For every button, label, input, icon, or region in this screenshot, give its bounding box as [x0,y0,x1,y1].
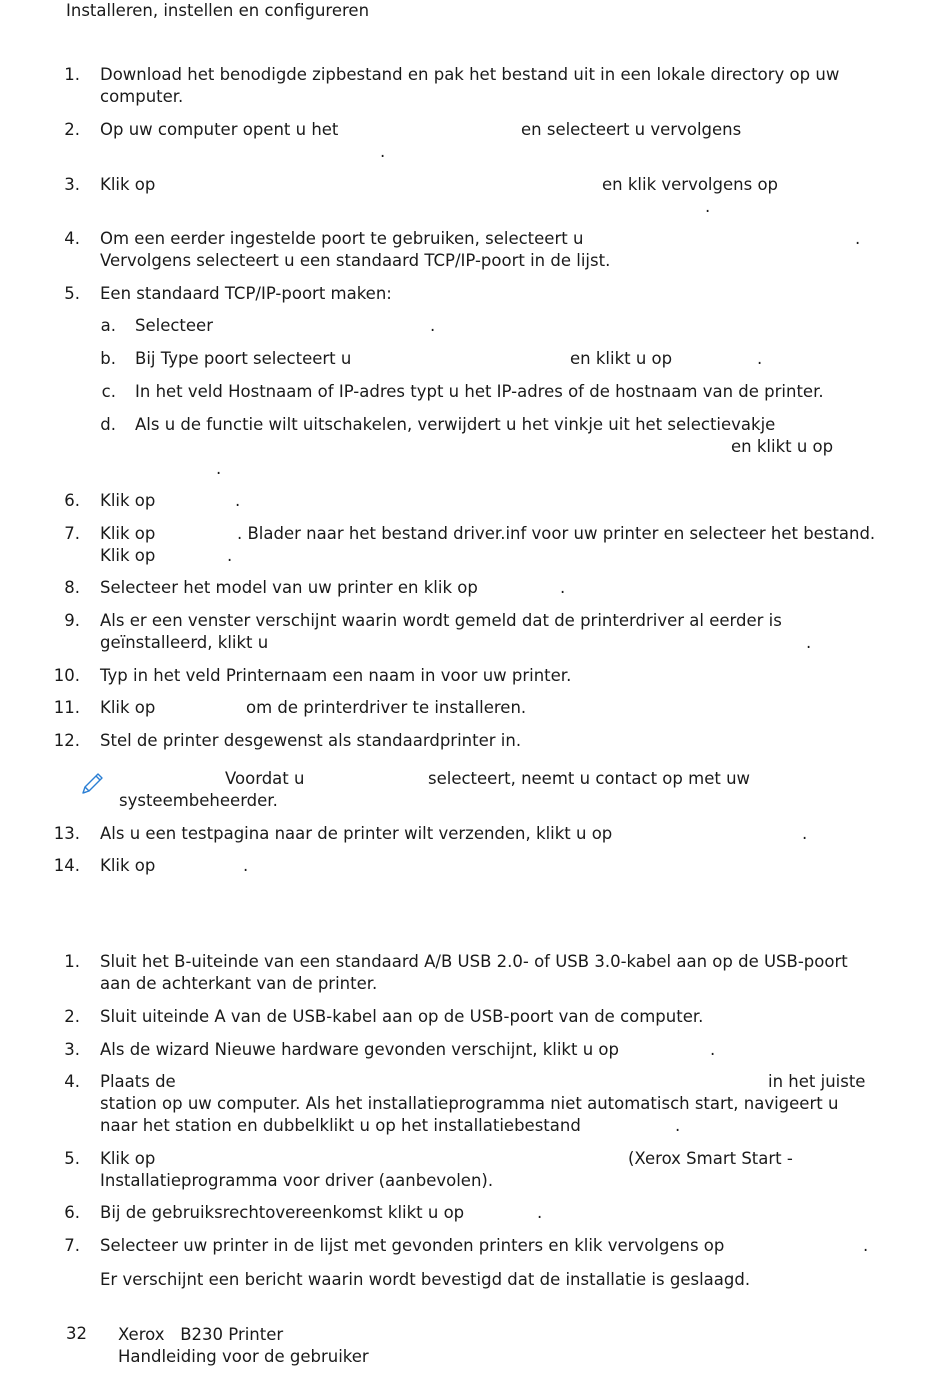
step-text: . [380,142,386,161]
step-number: 1. [64,952,80,971]
step-text: Selecteer het model van uw printer en klik op [100,578,478,597]
substep-text: . [430,316,436,335]
step-text: Klik op [100,546,156,565]
step-number: 4. [64,229,80,248]
step-text: en klik vervolgens op [602,175,779,194]
step-text: . [675,1116,681,1135]
step-number: 9. [64,611,80,630]
step-text: . [243,856,249,875]
step-number: 13. [53,824,80,843]
step-text: (Xerox Smart Start - [628,1149,793,1168]
step-text: Een standaard TCP/IP-poort maken: [100,284,392,303]
step-text: . [705,197,711,216]
step-text: Klik op [100,524,156,543]
step-text: Plaats de [100,1072,176,1091]
substep-text: en klikt u op [570,349,673,368]
step-text: Installatieprogramma voor driver (aanbevolen). [100,1171,494,1190]
step-text: Als u een testpagina naar de printer wilt verzenden, klikt u op [100,824,613,843]
step-text: Klik op [100,491,156,510]
page-number: 32 [66,1324,87,1343]
step-number: 8. [64,578,80,597]
step-text: Klik op [100,1149,156,1168]
step-text: Als de wizard Nieuwe hardware gevonden verschijnt, klikt u op [100,1040,619,1059]
step-number: 6. [64,491,80,510]
step-text: geïnstalleerd, klikt u [100,633,269,652]
substep-text: en klikt u op [731,437,834,456]
step-number: 2. [64,1007,80,1026]
step-text: Stel de printer desgewenst als standaardprinter in. [100,731,522,750]
step-text: station op uw computer. Als het installatieprogramma niet automatisch start, navigeert u [100,1094,839,1113]
step-text: . [710,1040,716,1059]
running-header: Installeren, instellen en configureren [66,1,370,20]
step-text: . [863,1236,869,1255]
step-number: 11. [53,698,80,717]
step-number: 1. [64,65,80,84]
result-text: Er verschijnt een bericht waarin wordt bevestigd dat de installatie is geslaagd. [100,1270,751,1289]
step-text: Selecteer uw printer in de lijst met gevonden printers en klik vervolgens op [100,1236,725,1255]
pencil-icon [78,770,106,798]
step-number: 4. [64,1072,80,1091]
footer-guide-title: Handleiding voor de gebruiker [118,1347,369,1366]
substep-text: Bij Type poort selecteert u [135,349,352,368]
substep-letter: c. [101,382,116,401]
step-number: 12. [53,731,80,750]
step-text: naar het station en dubbelklikt u op het installatiebestand [100,1116,581,1135]
step-number: 10. [53,666,80,685]
note-text: Voordat u [225,769,305,788]
step-text: . [806,633,812,652]
step-text: . [855,229,861,248]
step-text: Klik op [100,175,156,194]
step-number: 14. [53,856,80,875]
step-text: om de printerdriver te installeren. [246,698,527,717]
step-text: . [560,578,566,597]
step-text: Typ in het veld Printernaam een naam in voor uw printer. [100,666,572,685]
step-text: Sluit het B-uiteinde van een standaard A/B USB 2.0- of USB 3.0-kabel aan op de USB-poort [100,952,848,971]
step-text: Om een eerder ingestelde poort te gebruiken, selecteert u [100,229,584,248]
step-text: Klik op [100,698,156,717]
step-text: . [227,546,233,565]
step-text: Sluit uiteinde A van de USB-kabel aan op de USB-poort van de computer. [100,1007,704,1026]
step-text: in het juiste [768,1072,866,1091]
step-number: 7. [64,524,80,543]
substep-letter: b. [100,349,116,368]
step-text: Vervolgens selecteert u een standaard TCP/IP-poort in de lijst. [100,251,611,270]
substep-text: . [757,349,763,368]
step-text: Bij de gebruiksrechtovereenkomst klikt u op [100,1203,465,1222]
step-text: . Blader naar het bestand driver.inf voor uw printer en selecteer het bestand. [237,524,876,543]
step-number: 7. [64,1236,80,1255]
step-text: Klik op [100,856,156,875]
step-number: 6. [64,1203,80,1222]
footer-product: Xerox B230 Printer [118,1325,284,1344]
step-text: en selecteert u vervolgens [521,120,742,139]
step-text: . [235,491,241,510]
substep-letter: a. [100,316,116,335]
step-text: aan de achterkant van de printer. [100,974,378,993]
step-number: 3. [64,175,80,194]
step-text: Download het benodigde zipbestand en pak het bestand uit in een lokale directory op uw [100,65,840,84]
step-text: computer. [100,87,184,106]
note-text: systeembeheerder. [119,791,278,810]
step-text: Op uw computer opent u het [100,120,339,139]
substep-text: . [216,459,222,478]
substep-text: Als u de functie wilt uitschakelen, verwijdert u het vinkje uit het selectievakje [135,415,776,434]
substep-text: In het veld Hostnaam of IP-adres typt u het IP-adres of de hostnaam van de printer. [135,382,824,401]
note-text: selecteert, neemt u contact op met uw [428,769,751,788]
substep-letter: d. [100,415,116,434]
step-text: Als er een venster verschijnt waarin wordt gemeld dat de printerdriver al eerder is [100,611,782,630]
step-text: . [802,824,808,843]
step-number: 5. [64,1149,80,1168]
step-number: 5. [64,284,80,303]
step-number: 3. [64,1040,80,1059]
step-text: . [537,1203,543,1222]
substep-text: Selecteer [135,316,213,335]
step-number: 2. [64,120,80,139]
